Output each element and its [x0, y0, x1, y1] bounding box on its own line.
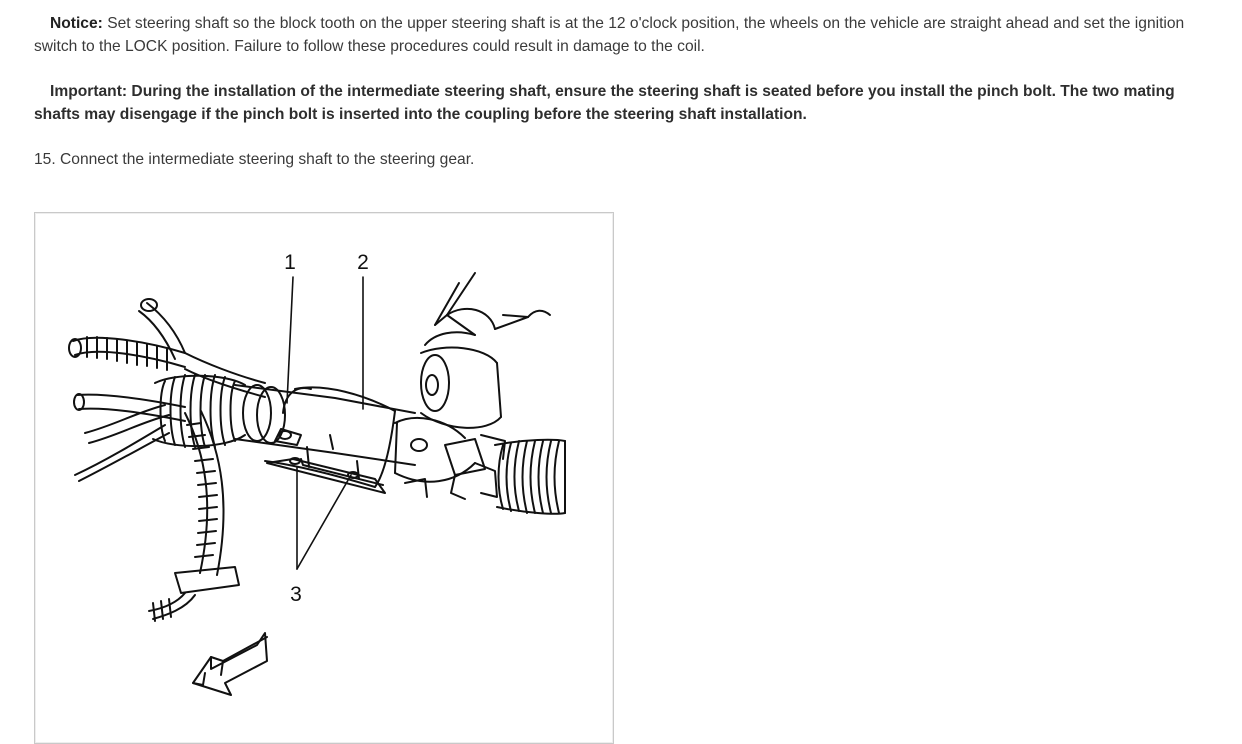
important-text: During the installation of the intermediate steering shaft, ensure the steering shaft is seated before you install the pinch bolt. The two mating shafts may disengage if the pinch bolt is inserted into the coupling before the steering shaft installation. — [34, 83, 1175, 123]
steering-shaft-figure — [34, 212, 614, 744]
callout-2: 2 — [357, 251, 369, 274]
steering-gear-illustration — [35, 213, 613, 743]
steering-gear-valve — [395, 273, 550, 499]
notice-text: Set steering shaft so the block tooth on the upper steering shaft is at the 12 o'clock position, the wheels on the vehicle are straight ahead and set the ignition switch to the LOCK position. Failure to follow these procedures could result in damage to the coil. — [34, 15, 1185, 55]
callout-leaders — [287, 277, 363, 569]
callout-1: 1 — [284, 251, 296, 274]
hose-bundle-upper — [69, 299, 265, 397]
right-bellows-boot — [495, 440, 565, 514]
callout-3: 3 — [290, 583, 302, 606]
important-paragraph — [34, 80, 1219, 126]
important-label: Important: — [50, 83, 128, 100]
front-direction-arrow-icon — [193, 633, 267, 695]
hose-bundle-lower — [74, 394, 185, 481]
step-15-instruction: 15. Connect the intermediate steering shaft to the steering gear. — [34, 151, 475, 168]
intermediate-shaft-coupling — [265, 387, 395, 493]
notice-paragraph — [34, 12, 1219, 58]
notice-label: Notice: — [50, 15, 103, 32]
